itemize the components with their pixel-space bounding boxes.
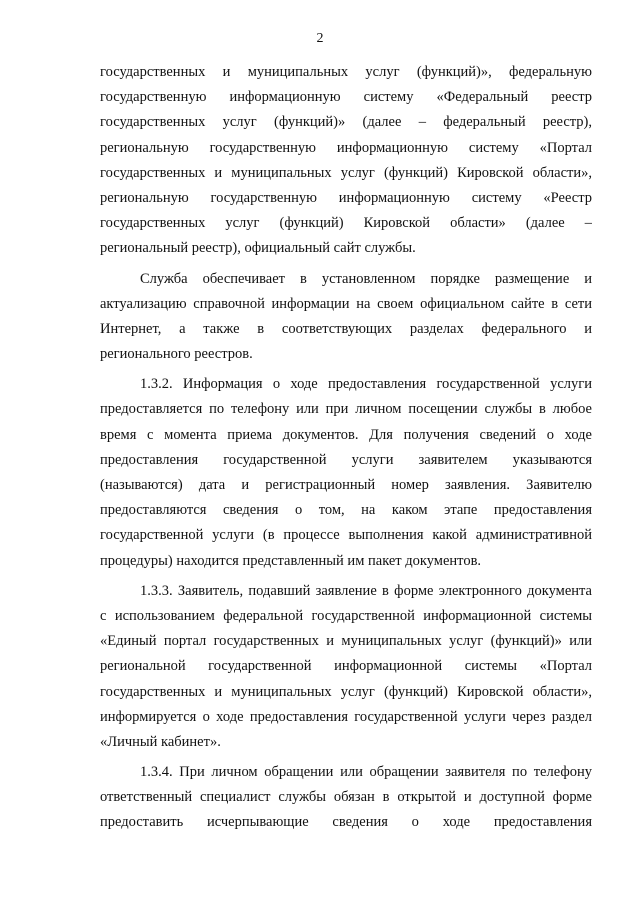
- text-line: государственных и муниципальных услуг (функций)», федеральную: [100, 64, 592, 80]
- text-line: государственной услуги (в процессе выполнения какой административной: [100, 527, 592, 544]
- text-line: (называются) дата и регистрационный номер заявления. Заявителю: [100, 477, 592, 493]
- text-line: 1.3.4. При личном обращении или обращении заявителя по телефону: [140, 764, 592, 781]
- text-line: государственных услуг (функций) Кировской области» (далее –: [100, 215, 592, 232]
- text-line: региональной государственной информационной системы «Портал: [100, 658, 592, 675]
- text-line: предоставляются сведения о том, на каком этапе предоставления: [100, 502, 592, 519]
- text-line: предоставить исчерпывающие сведения о ходе предоставления: [100, 814, 592, 831]
- text-line: регионального реестров.: [100, 346, 253, 363]
- text-line: региональную государственную информационную систему «Портал: [100, 139, 592, 156]
- text-line: Интернет, а также в соответствующих разделах федерального и: [100, 320, 592, 337]
- text-line: с использованием федеральной государственной информационной системы: [100, 607, 592, 624]
- text-line: 1.3.2. Информация о ходе предоставления государственной услуги: [140, 376, 592, 393]
- text-line: региональный реестр), официальный сайт службы.: [100, 240, 416, 257]
- page-number: 2: [316, 31, 324, 46]
- text-line: актуализацию справочной информации на своем официальном сайте в сети: [100, 295, 592, 312]
- text-line: региональную государственную информационную систему «Реестр: [100, 189, 592, 206]
- text-line: информируется о ходе предоставления государственной услуги через раздел: [100, 708, 592, 725]
- text-line: государственных и муниципальных услуг (функций) Кировской области»,: [100, 164, 592, 181]
- text-line: 1.3.3. Заявитель, подавший заявление в форме электронного документа: [140, 582, 592, 599]
- text-line: ответственный специалист службы обязан в открытой и доступной форме: [100, 789, 592, 806]
- text-line: процедуры) находится представленный им пакет документов.: [100, 552, 482, 569]
- text-line: государственных и муниципальных услуг (функций) Кировской области»,: [100, 683, 592, 700]
- text-line: государственных услуг (функций)» (далее – федеральный реестр),: [100, 114, 592, 131]
- text-line: государственную информационную систему «Федеральный реестр: [100, 89, 592, 106]
- text-line: время с момента приема документов. Для получения сведений о ходе: [100, 426, 592, 443]
- document-body: [100, 60, 592, 836]
- text-line: «Личный кабинет».: [100, 733, 221, 750]
- text-line: предоставления государственной услуги заявителем указываются: [100, 451, 592, 468]
- text-line: Служба обеспечивает в установленном порядке размещение и: [140, 270, 592, 287]
- text-line: «Единый портал государственных и муниципальных услуг (функций)» или: [100, 633, 592, 650]
- text-line: предоставляется по телефону или при личном посещении службы в любое: [100, 401, 592, 418]
